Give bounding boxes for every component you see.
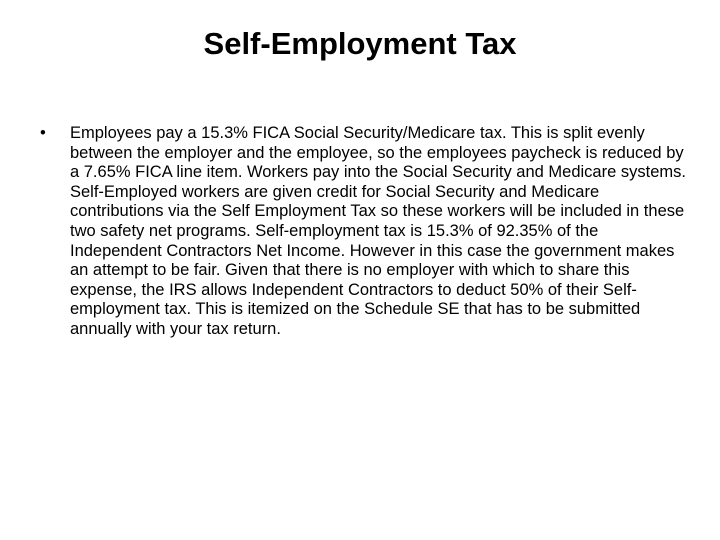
bullet-text: Employees pay a 15.3% FICA Social Security/Medicare tax. This is split evenly between the employer and the employee, so the employees paycheck is reduced by a 7.65% FICA line item. Workers pay into the Social Security and Medicare systems. Self-Employed workers are given credit for Social Security and Medicare contributions via the Self Employment Tax so these workers will be included in these two safety net programs. Self-employment tax is 15.3% of 92.35% of the Independent Contractors Net Income. However in this case the government makes an attempt to be fair. Given that there is no employer with which to share this expense, the IRS allows Independent Contractors to deduct 50% of their Self-employment tax. This is itemized on the Schedule SE that has to be submitted annually with your tax return. — [70, 124, 686, 338]
slide-title: Self-Employment Tax — [203, 26, 517, 61]
bullet-marker: • — [40, 124, 46, 142]
bullet-item — [36, 124, 686, 340]
bullet-list — [36, 124, 686, 340]
